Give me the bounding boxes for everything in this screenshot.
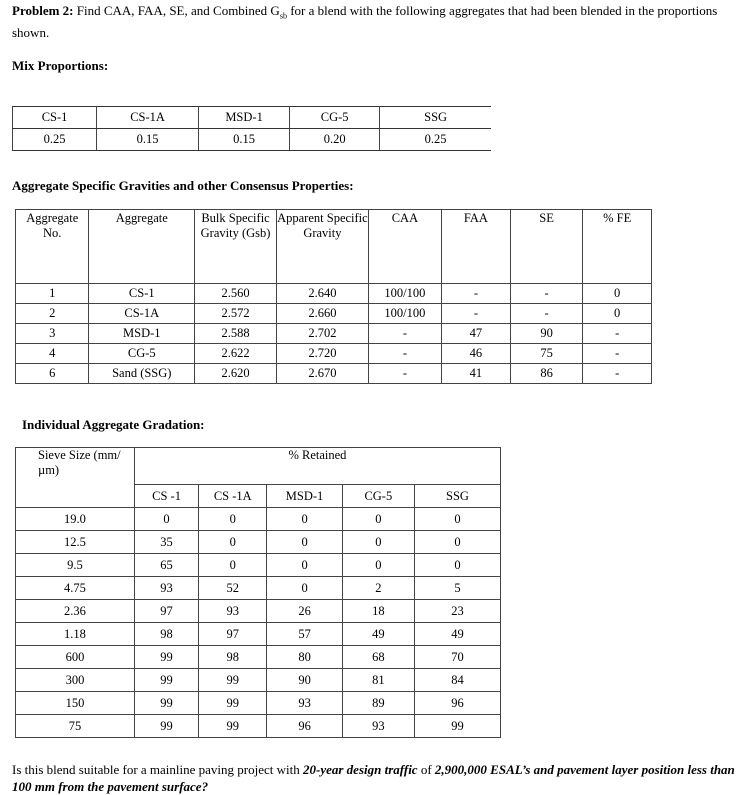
cell: 2.560 [195, 284, 277, 304]
cell: 0 [583, 284, 652, 304]
retained-cell: 0 [414, 531, 500, 554]
retained-cell: 0 [199, 554, 267, 577]
cell: 2 [16, 304, 89, 324]
cell: 100/100 [368, 284, 441, 304]
retained-cell: 96 [267, 715, 342, 738]
retained-cell: 26 [267, 600, 342, 623]
retained-cell: 2 [342, 577, 414, 600]
cell: 2.660 [277, 304, 369, 324]
cell: 2.702 [277, 324, 369, 344]
sieve-cell: 300 [16, 669, 135, 692]
retained-cell: 0 [199, 531, 267, 554]
cell: 41 [442, 364, 511, 384]
cell: - [368, 364, 441, 384]
mix-header: CS-1A [97, 107, 199, 129]
table-row [13, 129, 492, 151]
cell: CG-5 [89, 344, 195, 364]
problem-label: Problem 2: [12, 3, 74, 18]
retained-cell: 89 [342, 692, 414, 715]
props-header: % FE [583, 210, 652, 284]
properties-table [15, 209, 652, 384]
sieve-cell: 12.5 [16, 531, 135, 554]
column-header: CG-5 [342, 485, 414, 508]
table-row [16, 210, 652, 284]
table-row [16, 715, 501, 738]
cell: 2.588 [195, 324, 277, 344]
retained-cell: 90 [267, 669, 342, 692]
sieve-cell: 150 [16, 692, 135, 715]
retained-cell: 99 [199, 692, 267, 715]
question-text [12, 761, 752, 795]
cell: 2.620 [195, 364, 277, 384]
cell: - [510, 304, 583, 324]
retained-cell: 23 [414, 600, 500, 623]
retained-cell: 57 [267, 623, 342, 646]
problem-statement [12, 3, 750, 41]
cell: - [583, 364, 652, 384]
retained-cell: 97 [199, 623, 267, 646]
retained-cell: 0 [134, 508, 198, 531]
cell: - [583, 344, 652, 364]
retained-cell: 93 [342, 715, 414, 738]
retained-cell: 0 [267, 508, 342, 531]
props-header: Aggregate [89, 210, 195, 284]
retained-cell: 5 [414, 577, 500, 600]
retained-cell: 70 [414, 646, 500, 669]
retained-cell: 99 [199, 669, 267, 692]
cell: - [368, 344, 441, 364]
retained-cell: 93 [199, 600, 267, 623]
table-row [16, 531, 501, 554]
table-row [16, 284, 652, 304]
retained-cell: 80 [267, 646, 342, 669]
sieve-cell: 4.75 [16, 577, 135, 600]
column-header: SSG [414, 485, 500, 508]
retained-cell: 99 [199, 715, 267, 738]
gradation-body [16, 508, 501, 738]
cell: MSD-1 [89, 324, 195, 344]
cell: CS-1A [89, 304, 195, 324]
retained-cell: 99 [134, 692, 198, 715]
table-row [16, 646, 501, 669]
mix-header: CS-1 [13, 107, 97, 129]
gradation-heading: Individual Aggregate Gradation: [22, 417, 205, 432]
cell: 2.670 [277, 364, 369, 384]
cell: 46 [442, 344, 511, 364]
retained-cell: 0 [414, 554, 500, 577]
cell: 75 [510, 344, 583, 364]
cell: 90 [510, 324, 583, 344]
problem-subscript: sb [279, 11, 287, 21]
mix-value: 0.15 [199, 129, 290, 151]
retained-cell: 0 [342, 508, 414, 531]
column-header: MSD-1 [267, 485, 342, 508]
question-bold-2: 2,900,000 ESAL’s and pavement layer position less than 100 mm from the pavement surface? [12, 762, 735, 794]
gradation-table [15, 447, 501, 738]
cell: 4 [16, 344, 89, 364]
cell: 100/100 [368, 304, 441, 324]
mix-header: CG-5 [290, 107, 380, 129]
retained-cell: 18 [342, 600, 414, 623]
mix-header: MSD-1 [199, 107, 290, 129]
sieve-cell: 1.18 [16, 623, 135, 646]
question-part-1: Is this blend suitable for a mainline paving project with [12, 762, 303, 777]
table-row [16, 692, 501, 715]
retained-cell: 0 [342, 554, 414, 577]
retained-cell: 98 [134, 623, 198, 646]
props-header: FAA [442, 210, 511, 284]
retained-cell: 49 [342, 623, 414, 646]
table-row [16, 623, 501, 646]
table-row [16, 448, 501, 485]
cell: 6 [16, 364, 89, 384]
cell: - [442, 304, 511, 324]
problem-text: Find CAA, FAA, SE, and Combined G [76, 3, 280, 18]
props-header: Bulk Specific Gravity (Gsb) [195, 210, 277, 284]
column-header: CS -1 [134, 485, 198, 508]
cell: 2.720 [277, 344, 369, 364]
cell: - [583, 324, 652, 344]
sieve-cell: 600 [16, 646, 135, 669]
retained-cell: 0 [267, 554, 342, 577]
table-row [16, 304, 652, 324]
cell: 86 [510, 364, 583, 384]
retained-cell: 93 [267, 692, 342, 715]
mix-value: 0.15 [97, 129, 199, 151]
question-part-2: of [417, 762, 435, 777]
retained-cell: 0 [267, 531, 342, 554]
problem-text-2: for a blend with the following aggregates that had been blended in the proportions shown. [12, 3, 718, 40]
mix-value: 0.25 [13, 129, 97, 151]
props-header: CAA [368, 210, 441, 284]
retained-cell: 99 [134, 669, 198, 692]
retained-cell: 65 [134, 554, 198, 577]
mix-proportions-table [12, 106, 491, 151]
cell: Sand (SSG) [89, 364, 195, 384]
retained-cell: 35 [134, 531, 198, 554]
cell: 2.640 [277, 284, 369, 304]
mix-value: 0.20 [290, 129, 380, 151]
cell: - [368, 324, 441, 344]
retained-cell: 96 [414, 692, 500, 715]
retained-cell: 99 [134, 715, 198, 738]
table-row [16, 669, 501, 692]
retained-header: % Retained [134, 448, 500, 485]
table-row [16, 364, 652, 384]
retained-cell: 93 [134, 577, 198, 600]
props-header: SE [510, 210, 583, 284]
cell: 3 [16, 324, 89, 344]
table-row [16, 508, 501, 531]
cell: 2.572 [195, 304, 277, 324]
props-heading: Aggregate Specific Gravities and other Consensus Properties: [12, 178, 354, 193]
cell: - [442, 284, 511, 304]
retained-cell: 52 [199, 577, 267, 600]
retained-cell: 99 [134, 646, 198, 669]
sieve-cell: 2.36 [16, 600, 135, 623]
sieve-cell: 9.5 [16, 554, 135, 577]
retained-cell: 84 [414, 669, 500, 692]
retained-cell: 68 [342, 646, 414, 669]
table-row [16, 324, 652, 344]
retained-cell: 0 [414, 508, 500, 531]
sieve-cell: 75 [16, 715, 135, 738]
retained-cell: 0 [267, 577, 342, 600]
retained-cell: 81 [342, 669, 414, 692]
cell: CS-1 [89, 284, 195, 304]
cell: 47 [442, 324, 511, 344]
cell: 1 [16, 284, 89, 304]
retained-cell: 0 [342, 531, 414, 554]
sieve-cell: 19.0 [16, 508, 135, 531]
mix-heading: Mix Proportions: [12, 58, 109, 73]
retained-cell: 97 [134, 600, 198, 623]
retained-cell: 49 [414, 623, 500, 646]
retained-cell: 0 [199, 508, 267, 531]
props-header: Aggregate No. [16, 210, 89, 284]
column-header: CS -1A [199, 485, 267, 508]
cell: 0 [583, 304, 652, 324]
table-row [16, 577, 501, 600]
retained-cell: 98 [199, 646, 267, 669]
table-row [16, 600, 501, 623]
question-bold-1: 20-year design traffic [303, 762, 418, 777]
retained-cell: 99 [414, 715, 500, 738]
cell: - [510, 284, 583, 304]
sieve-header: Sieve Size (mm/µm) [16, 448, 135, 508]
table-row [13, 107, 492, 129]
table-row [16, 344, 652, 364]
table-row [16, 554, 501, 577]
mix-header: SSG [380, 107, 491, 129]
cell: 2.622 [195, 344, 277, 364]
props-header: Apparent Specific Gravity [277, 210, 369, 284]
mix-value: 0.25 [380, 129, 491, 151]
